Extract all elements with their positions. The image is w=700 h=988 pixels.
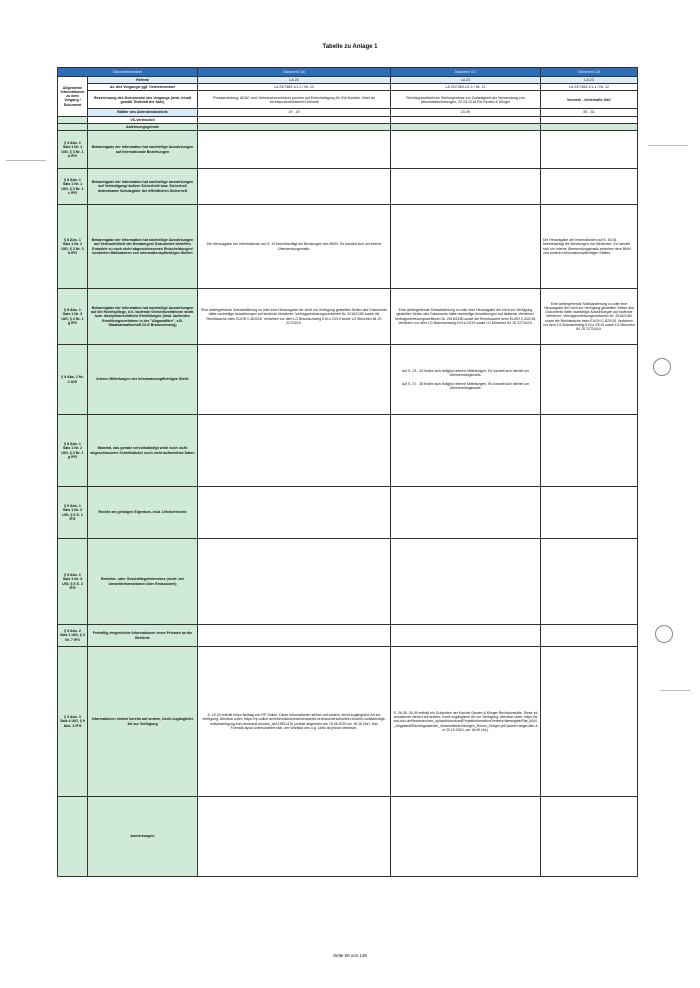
section-ref: § 3 Abs. 1 Satz 1 Nr. 1 UIG, § 3 Nr. 1 a IFG (58, 131, 88, 169)
section-cell (198, 539, 391, 625)
meta-value: LA 23/7363.1/1-1 / Nr. 12 (198, 84, 391, 91)
section-desc: Interne Mitteilungen der informationspflichtigen Stelle (88, 345, 198, 415)
section-cell (198, 131, 391, 169)
section-desc: Betriebs- oder Geschäftsgeheimnisse (nicht: bei Umweltinformationen über Emissionen) (88, 539, 198, 625)
section-cell (541, 487, 638, 539)
meta-value: Pressemeldung: ADAC und Verbraucherschützer pochen auf Entschädigung für VW-Kunden- Brief an Verbraucherministerin/Ostmnitt (198, 91, 391, 109)
section-cell (541, 131, 638, 169)
header-label: Dokumentenordner (58, 68, 198, 77)
section-cell (198, 415, 391, 487)
meta-row-referat (58, 77, 638, 84)
section-cell (391, 625, 541, 647)
header-doc-3: Dokument 118 (541, 68, 638, 77)
punch-hole-bottom (655, 625, 673, 643)
section-cell (198, 625, 391, 647)
section-row (58, 415, 638, 487)
meta-group-label: Allgemeine Informationen zu dem Vorgang / Dokument (58, 77, 88, 117)
section-desc: Rechte am geistigen Eigentum, insb. Urheberrechte (88, 487, 198, 539)
section-desc: Material, das gerade vervollständigt wird/ noch nicht abgeschlossene Schriftstücke/ noch nicht aufbereitete Daten (88, 415, 198, 487)
section-row (58, 487, 638, 539)
section-desc: Bekanntgabe der Information hat nachteilige Auswirkungen auf die Rechtspflege, d.h. laufende Gerichtsverfahren/ strafr. bzw. disziplinarrechtliche Ermittlungen (insb. laufendes Ermittlungsverfahren in der "Abgasaffäre", z.B. Staatsanwaltschaft OLG Braunschweig) (88, 289, 198, 345)
meta-value: LA 23 (391, 77, 541, 84)
section-ref: § 8 Abs. 1 Satz 1 Nr. 2 UIG, § 3 Nr. 3 b IFG (58, 205, 88, 289)
section-row (58, 289, 638, 345)
section-ref: § 9 Abs. 1 Satz 1 Nr. 2 UIG, § 6 S. 1 IFG (58, 487, 88, 539)
section-ref: § 8 Abs. 1 Satz 1 Nr. 2 UIG, § 3 Nr. 1 g IFG (58, 415, 88, 487)
meta-row-bezeichnung (58, 91, 638, 109)
section-row (58, 625, 638, 647)
section-cell (391, 415, 541, 487)
section-cell (198, 487, 391, 539)
section-cell (198, 169, 391, 205)
header-doc-1: Dokument 116 (198, 68, 391, 77)
meta-value: LA 23 (198, 77, 391, 84)
section-cell: Die Herausgabe der Informationen auf S. 19 beeinträchtigt die Beratungen des BMVI. Es handelt sich um interne Übersendungsmails. (198, 205, 391, 289)
ablehnung-label: Ablehnungsgründe (88, 123, 198, 130)
section-row (58, 169, 638, 205)
section-ref: § 8 Abs. 1 Satz 1 Nr. 3 UIG, § 3 Nr. 1 g IFG (58, 289, 88, 345)
header-row (58, 68, 638, 77)
section-cell (391, 539, 541, 625)
section-ref: § 8 Abs. 2 Nr. 2 UIG (58, 345, 88, 415)
section-cell (391, 169, 541, 205)
section-cell (541, 415, 638, 487)
section-cell (198, 345, 391, 415)
meta-label: Az. des Vorgangs/ ggf. Ordnernummer (88, 84, 198, 91)
anmerkungen-row (58, 797, 638, 877)
section-cell (541, 647, 638, 797)
section-desc: Freiwillig eingereichte Informationen eines Privaten an die Behörde (88, 625, 198, 647)
page-footer: Seite 50 von 138 (333, 953, 367, 958)
section-cell (541, 625, 638, 647)
meta-value: LA 23 (541, 77, 638, 84)
section-desc: Bekanntgabe der Information hat nachteilige Auswirkungen auf Verteidigung/ äußere Sicherheit/ bzw. Sicherheit bedeutsame Schutzgüter der öffentlichen Sicherheit (88, 169, 198, 205)
meta-value: LA 23/7363.1/1-1 / Nr. 12 (541, 84, 638, 91)
section-cell: Eine weitergehende Substantiierung zu oder eine Herausgabe der nicht zur Verfügung gestellten Seiten des Dokuments hätte nachteilige Auswirkungen auf laufende Verfahren: Vertragsverletzungsverfahren Nr. 2016/2180 sowie die Rechtssache beim EUGH C-820/18, Verfahren vor dem LG Braunschweig 6 KLs 23/19 sowie LG München 84 JS 22724/19. (541, 289, 638, 345)
header-doc-2: Dokument 117 (391, 68, 541, 77)
anmerkungen-label: Anmerkungen (88, 797, 198, 877)
scan-mark-left (6, 160, 46, 161)
section-cell: S. 26-36, 39-49 enthält ein Gutachten der Kanzlei Geulen & Klinger Rechtsanwälte. Diese Informationen stehen auf andere, leicht zugängliche Art zur Verfügung. Abrufbar unter: https://www.duh.de/fileadmin/user_upload/download/Projektinformation/Verkehr/dieselgate/Flat_5000_Abgastest/Rechtsgutachten_Abschalteinrichtungen_Renno_Klinger.pdf (zuletzt abgerufen am 20.10.2020, um 16:09 Uhr). (391, 647, 541, 797)
section-cell: Die Herausgabe der Informationen auf S. 50-51 beeinträchtigt die Beratungen von Behörden. Es handelt sich um interne Übersendungsmails zwischen dem BMVI und anderen informationspflichtigen Stellen. (541, 205, 638, 289)
ablehnung-row (58, 123, 638, 130)
section-cell (541, 169, 638, 205)
section-cell (391, 205, 541, 289)
scan-mark-right (648, 145, 688, 146)
section-ref: § 8 Abs. 1 Satz 1 Nr. 1 UIG, § 3 Nr. 1 c IFG (58, 169, 88, 205)
section-row (58, 205, 638, 289)
vs-label: VS-Vertraulich (88, 116, 198, 123)
meta-label: Referat (88, 77, 198, 84)
section-cell (391, 487, 541, 539)
section-row (58, 539, 638, 625)
meta-value: 50 - 51 (541, 109, 638, 116)
section-desc: Bekanntgabe der Information hat nachteilige Auswirkungen auf Vertraulichkeit der Beratungen/ Dokumente betreffen Entwürfe zu noch nicht abgeschlossenen Entscheidungen/ konkreten Maßnahmen von informationspflichtigen Stellen (88, 205, 198, 289)
meta-label: Bezeichnung des Dokuments/ des Vorgangs (insb. Inhalt gemäß Titelblatt der Akte) (88, 91, 198, 109)
section-desc: Informationen stehen bereits auf andere, leicht zugängliche Art zur Verfügung (88, 647, 198, 797)
section-row (58, 647, 638, 797)
meta-value: Vermerk - Iehlerhafte OaC (541, 91, 638, 109)
section-ref: § 3 Abs. 3 Satz 4 UIG, § 9 Abs. 3 IFG (58, 647, 88, 797)
meta-value: 23-49 (391, 109, 541, 116)
meta-label: Blätter des Aktenbestandteils (88, 109, 198, 116)
section-desc: Bekanntgabe der Information hat nachteilige Auswirkungen auf Internationale Beziehungen (88, 131, 198, 169)
section-ref: § 9 Abs. 1 Satz 1 Nr. 3 UIG, § 6 S. 2 IFG (58, 539, 88, 625)
scan-mark-right-2 (660, 690, 690, 691)
section-cell: Auf S. 23 - 25 finden sich lediglich interne Mitteilungen. Es handelt sich hierbei um Übersendungsmails. Auf S. 37 - 38 finden sich lediglich interne Mitteilungen. Es handelt sich hierbei um Übersendungsmails. (391, 345, 541, 415)
meta-row-az (58, 84, 638, 91)
section-cell (541, 539, 638, 625)
section-row (58, 345, 638, 415)
section-row (58, 131, 638, 169)
meta-row-blaetter (58, 109, 638, 116)
section-cell (391, 131, 541, 169)
section-ref: § 9 Abs. 2 Satz 1 UIG, § 3 Nr. 7 IFG (58, 625, 88, 647)
meta-value: 19 - 20 (198, 109, 391, 116)
meta-value: LA 23/7363.1/1-1 / Nr. 12 (391, 84, 541, 91)
section-cell: Eine weitergehende Substantiierung zu oder eine Herausgabe der nicht zur Verfügung gestellten Seiten des Dokuments hätte nachteilige Auswirkungen auf laufende Verfahren: Vertragsverletzungsverfahren Nr. 2016/2180 sowie die Rechtssache beim EUGH C-820/18, Verfahren vor dem LG Braunschweig 6 KLs 23/19 sowie LG München 84 JS 22724/19. (391, 289, 541, 345)
section-cell: S. 19-20 enthält einen Beitrag von RP Online. Diese Informationen stehen auf andere, leicht zugängliche Art zur Verfügung. Abrufbar unter: https://rp-online.de/leben/auto/news/verstaerkt-verbraucherschuetzer-fordern-vollstaendige-entschaedigung-fuer-deutsche-kunden_aid-19811415 (zuletzt abgerufen am 15.06.2020 um 16:16 Uhr). Das Format/Layout unterscheidet sich, der Wortlaut des o.g. Links ist jedoch identisch. (198, 647, 391, 797)
meta-value: Rechtsgutachterliche Stellungnahme zur Zulässigkeit der Verwendung von Abschalteinrichtungen; 22.03.2018 RA Geulen & Klinger (391, 91, 541, 109)
section-cell (541, 345, 638, 415)
punch-hole-top (653, 358, 671, 376)
document-table (57, 67, 638, 877)
page-title: Tabelle zu Anlage 1 (322, 44, 378, 50)
vs-row (58, 116, 638, 123)
section-cell: Eine weitergehende Substantiierung zu oder eine Herausgabe der nicht zur Verfügung gestellten Seiten des Dokuments hätte nachteilige Auswirkungen auf laufende Verfahren: Vertragsverletzungsverfahren Nr. 2016/2180 sowie die Rechtssache beim EUGH C-820/18, Verfahren vor dem LG Braunschweig 6 KLs 23/19 sowie LG München 84 JS 22724/19. (198, 289, 391, 345)
